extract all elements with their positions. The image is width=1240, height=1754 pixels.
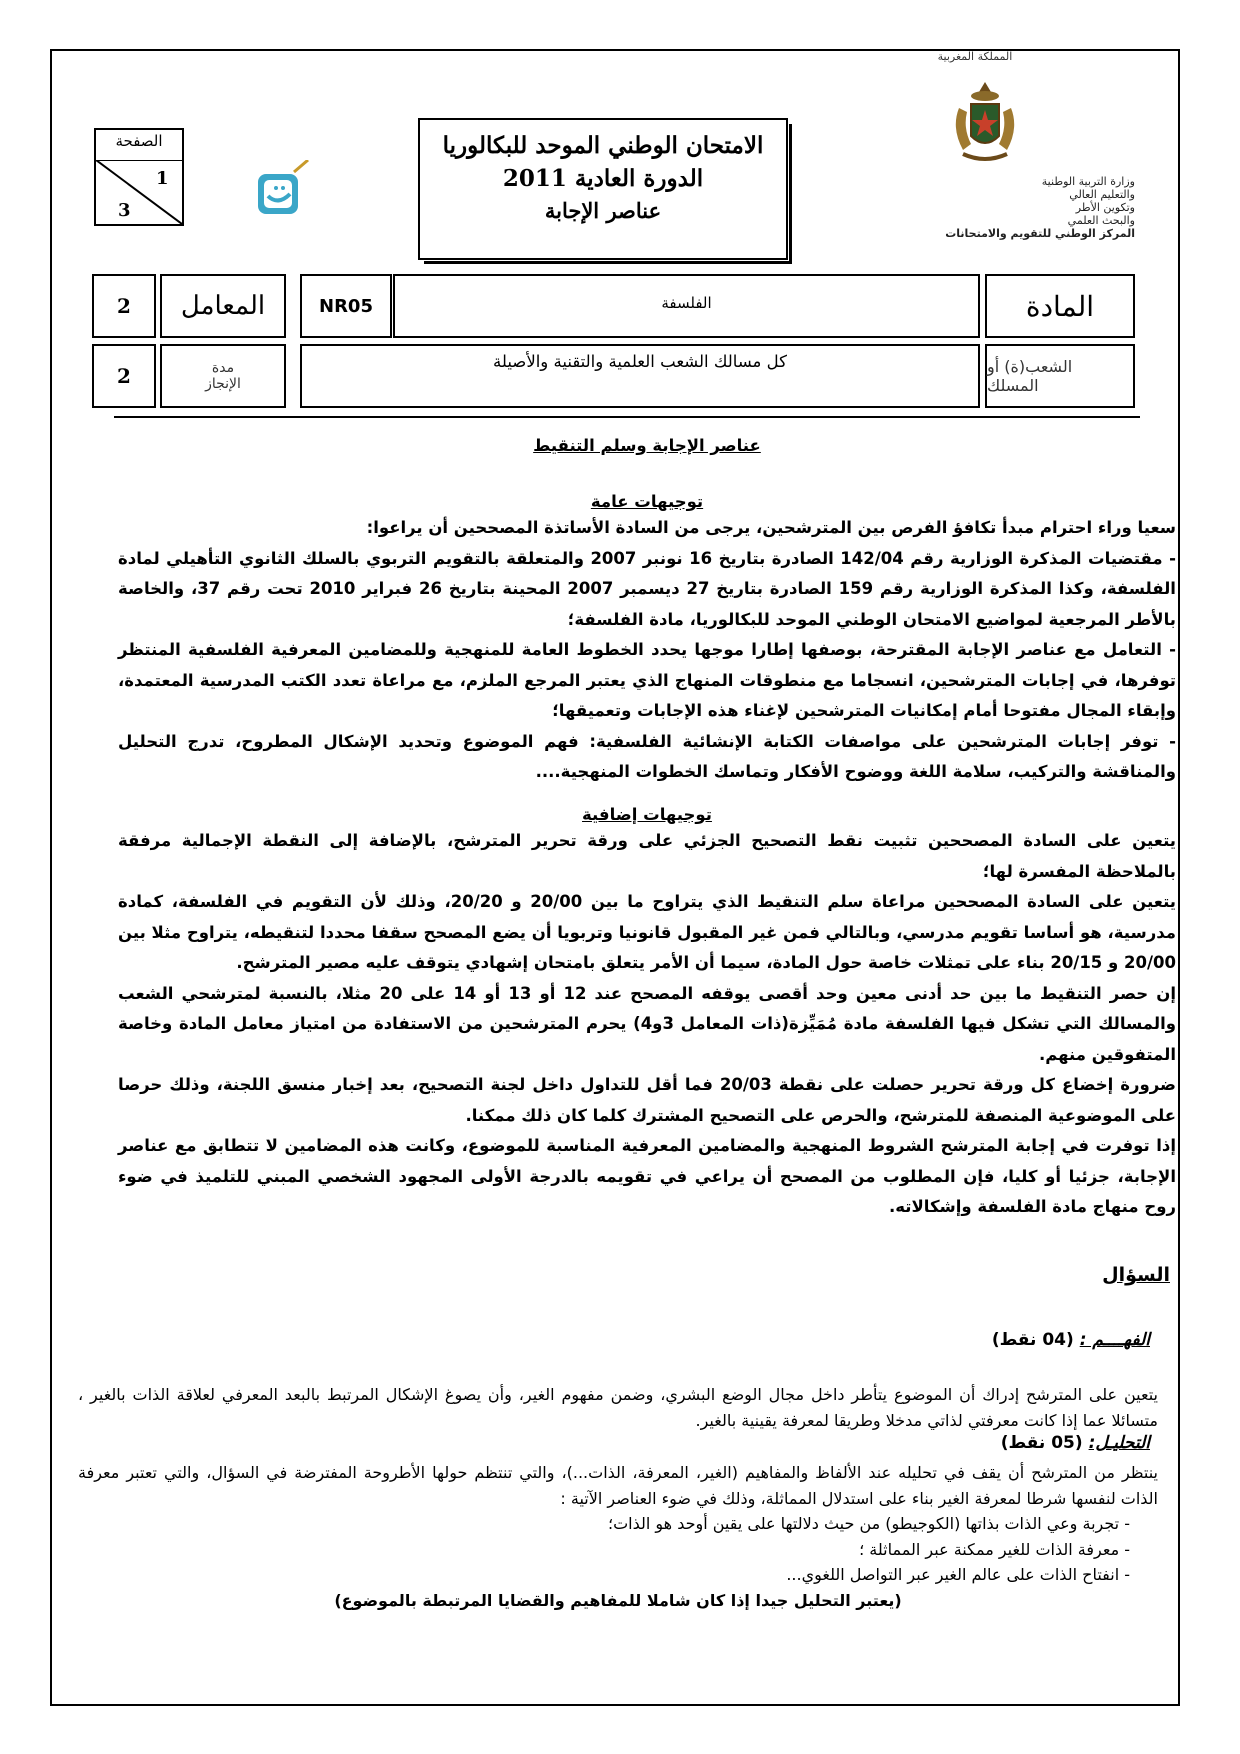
analysis-item: - انفتاح الذات على عالم الغير عبر التواصل اللغوي... [786,1565,1130,1584]
analysis-note: (يعتبر التحليل جيدا إذا كان شاملا للمفاهيم والقضايا المرتبطة بالموضوع) [334,1590,902,1610]
general-paragraph: سعيا وراء احترام مبدأ تكافؤ الفرص بين المترشحين، يرجى من السادة الأساتذة المصححين أن يراعوا: [366,518,1176,537]
subject-code: NR05 [300,274,392,338]
subject-label: المادة [985,274,1135,338]
analysis-paragraph: ينتظر من المترشح أن يقف في تحليله عند الألفاظ والمفاهيم (الغير، المعرفة، الذات...)، والتي تنتظم حولها الأطروحة المفترضة في السؤال، والتي تعتبر معرفة الذات لنفسها شرطا لمعرفة الغير بناء على استدلال المماثلة، وذلك في ضوء العناصر الآتية : [78,1463,1158,1508]
branch-label-line: المسلك [987,376,1039,395]
analysis-item: - تجربة وعي الذات بذاتها (الكوجيطو) من حيث دلالتها على يقين أوحد هو الذات؛ [608,1514,1130,1533]
duration-value: 2 [92,344,156,408]
exam-title: الامتحان الوطني الموحد للبكالوريا [442,132,764,159]
table-bottom-rule [114,416,1140,418]
general-paragraph: - توفر إجابات المترشحين على مواصفات الكتابة الإنشائية الفلسفية: فهم الموضوع وتحديد الإشكال المطروح، تدرج التحليل والمناقشة والتركيب، سلامة اللغة ووضوح الأفكار وتماسك الخطوات المنهجية.... [118,731,1176,781]
additional-section [118,826,1176,1223]
additional-paragraph: إذا توفرت في إجابة المترشح الشروط المنهجية والمضامين المعرفية المناسبة للموضوع، وكانت هذه المضامين لا تتطابق مع عناصر الإجابة، جزئيا أو كليا، فإن المطلوب من المصحح أن يراعي في تقويمه بالدرجة الأولى المجهود الشخصي المبني للتلميذ في ضوء روح منهاج مادة الفلسفة وإشكالاته. [118,1136,1176,1216]
duration-label-line: مدة [211,360,235,376]
page-number-box [94,128,184,226]
analysis-label: التحليـل: [1088,1433,1150,1453]
coefficient-label: المعامل [160,274,286,338]
branch-label [985,344,1135,408]
comprehension-points: (04 نقط) [991,1330,1074,1350]
additional-paragraph: يتعين على السادة المصححين تثبيت نقط التصحيح الجزئي على ورقة تحرير المترشح، بالإضافة إلى النقطة الإجمالية مرفقة بالملاحظة المفسرة لها؛ [118,831,1176,881]
duration-label [160,344,286,408]
ministry-line: والبحث العلمي [1067,214,1135,227]
analysis-points: (05 نقط) [1000,1433,1083,1453]
comprehension-paragraph: يتعين على المترشح إدراك أن الموضوع يتأطر داخل مجال الوضع البشري، وضمن مفهوم الغير، وأن يصوغ الإشكال المرتبط بالبعد المعرفي لعلاقة الذات بالغير ، متسائلا عما إذا كانت معرفتي لذاتي مدخلا وطريقا لمعرفة يقينية بالغير. [78,1385,1158,1430]
additional-paragraph: ضرورة إخضاع كل ورقة تحرير حصلت على نقطة 20/03 فما أقل للتداول داخل لجنة التصحيح، بعد إخبار منسق اللجنة، وذلك حرصا على الموضوعية المنصفة للمترشح، والحرص على التصحيح المشترك كلما كان ذلك ممكنا. [118,1075,1176,1125]
exam-session: الدورة العادية 2011 [502,165,704,192]
general-paragraph: - التعامل مع عناصر الإجابة المقترحة، بوصفها إطارا موجها يحدد الخطوط العامة للمنهجية وللمضامين المعرفية الفلسفية المنتظر توفرها، في إجابات المترشحين، انسجاما مع منطوقات المنهاج الذي يعتبر المرجع الملزم، مع مراعاة تعدد الكتب المدرسية المعتمدة، وإبقاء المجال مفتوحا أمام إمكانيات المترشحين لإغناء هذه الإجابات وتعميقها؛ [118,640,1176,720]
additional-heading: توجيهات إضافية [582,805,712,824]
ministry-line: المركز الوطني للتقويم والامتحانات [945,227,1135,240]
analysis-item: - معرفة الذات للغير ممكنة عبر المماثلة ؛ [859,1539,1130,1559]
royal-emblem-icon [945,78,1025,168]
subject-value: الفلسفة [393,274,980,338]
branch-label-line: الشعب(ة) أو [987,357,1073,376]
additional-paragraph: يتعين على السادة المصححين مراعاة سلم التنقيط الذي يتراوح ما بين 20/00 و 20/20، وذلك لأن التقويم في الفلسفة، كمادة مدرسية، هو أساسا تقويم مدرسي، وبالتالي فمن غير المقبول قانونيا وتربويا أن يضع المصحح سقفا محددا لتنقيطه، يتراوح مثلا بين 20/00 و 20/15 بناء على تمثلات خاصة حول المادة، سيما أن الأمر يتعلق بامتحان إشهادي يتوقف عليه مصير المترشح. [118,892,1177,972]
page-label: الصفحة [115,132,163,150]
ministry-line: والتعليم العالي [1069,188,1135,201]
duration-label-line: الإنجاز [205,376,241,392]
page-total: 3 [118,200,131,221]
kingdom-label: المملكة المغربية [937,50,1013,63]
ministry-block [860,175,1135,240]
comprehension-text [78,1382,1158,1433]
branch-value: كل مسالك الشعب العلمية والتقنية والأصيلة [300,344,980,408]
general-paragraph: - مقتضيات المذكرة الوزارية رقم 142/04 الصادرة بتاريخ 16 نونبر 2007 والمتعلقة بالتقويم التربوي بالسلك الثانوي التأهيلي لمادة الفلسفة، وكذا المذكرة الوزارية رقم 159 الصادرة بتاريخ 27 ديسمبر 2007 المحينة بتاريخ 26 فبراير 2010 تحت رقم 37، والخاصة بالأطر المرجعية لمواضيع الامتحان الوطني الموحد للبكالوريا، مادة الفلسفة؛ [118,548,1176,629]
page-current: 1 [156,168,169,189]
exam-center-logo-icon [250,160,320,220]
general-heading: توجيهات عامة [590,492,704,511]
analysis-title [1001,1433,1150,1453]
main-title: عناصر الإجابة وسلم التنقيط [533,436,761,455]
coefficient-value: 2 [92,274,156,338]
comprehension-label: الفهــــم : [1079,1330,1150,1350]
comprehension-title [992,1330,1150,1350]
exam-subtitle: عناصر الإجابة [544,198,662,223]
ministry-line: وزارة التربية الوطنية [1041,175,1135,188]
ministry-line: وتكوين الأطر [1075,201,1135,214]
general-section [118,513,1176,788]
analysis-section [78,1460,1158,1613]
question-heading: السؤال [1102,1264,1170,1286]
additional-paragraph: إن حصر التنقيط ما بين حد أدنى معين وحد أقصى يوقفه المصحح عند 12 أو 13 أو 14 على 20 مثلا، بالنسبة لمترشحي الشعب والمسالك التي تشكل فيها الفلسفة مادة مُمَيِّزة(ذات المعامل 3و4) يحرم المترشحين من الاستفادة من امتياز معامل المادة وخاصة المتفوقين منهم. [118,983,1176,1064]
exam-title-box [418,118,788,260]
